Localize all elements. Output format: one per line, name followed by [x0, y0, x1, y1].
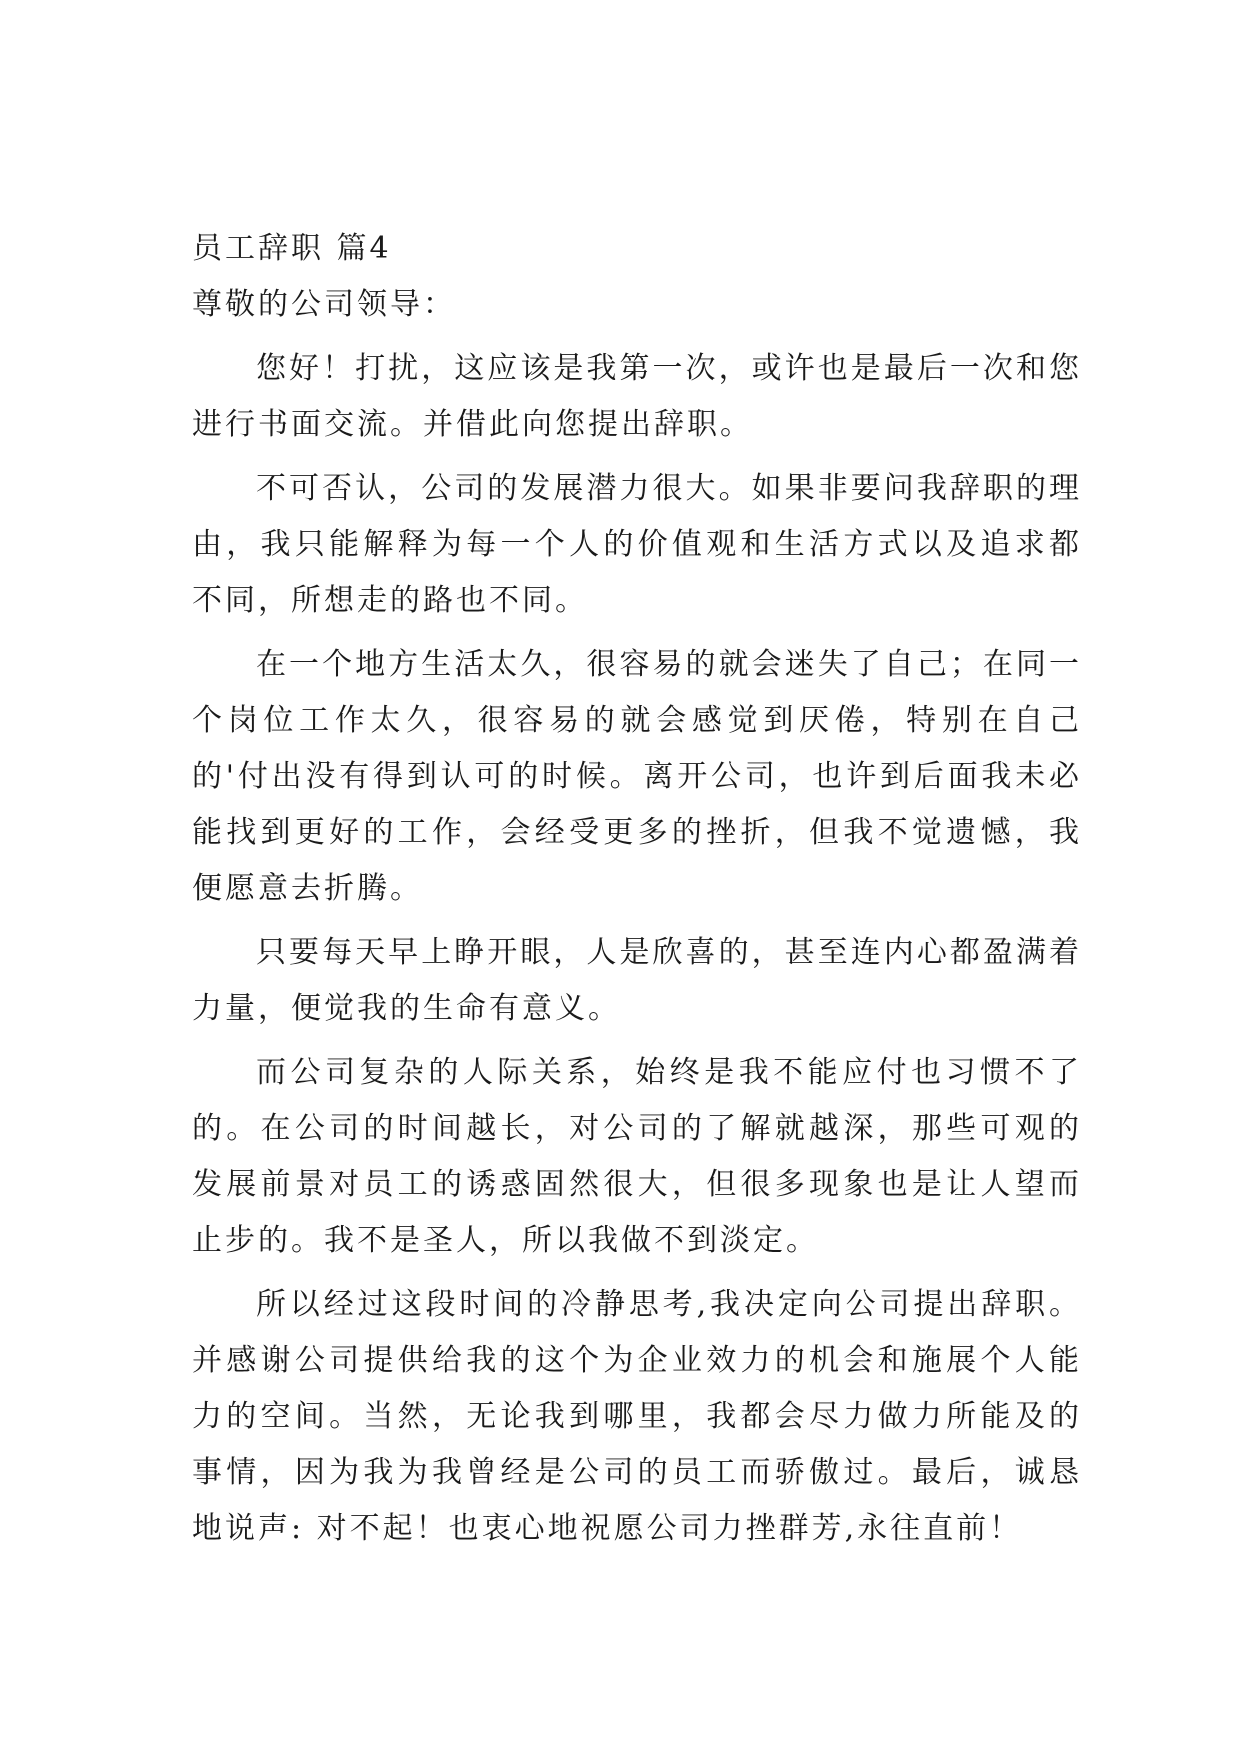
paragraph-4: 只要每天早上睁开眼，人是欣喜的，甚至连内心都盈满着力量，便觉我的生命有意义。: [192, 935, 1082, 1026]
spacer: [192, 1037, 1082, 1045]
spacer: [192, 333, 1082, 341]
document-title: 员工辞职 篇4: [192, 231, 392, 266]
spacer: [192, 453, 1082, 461]
paragraph-1: 您好！打扰，这应该是我第一次，或许也是最后一次和您进行书面交流。并借此向您提出辞职。: [192, 351, 1082, 442]
paragraph-5: 而公司复杂的人际关系，始终是我不能应付也习惯不了的。在公司的时间越长，对公司的了解就越深，那些可观的发展前景对员工的诱惑固然很大，但很多现象也是让人望而止步的。我不是圣人，所以我做不到淡定。: [192, 1055, 1082, 1258]
paragraph-2: 不可否认，公司的发展潜力很大。如果非要问我辞职的理由，我只能解释为每一个人的价值观和生活方式以及追求都不同，所想走的路也不同。: [192, 471, 1082, 618]
spacer: [192, 629, 1082, 637]
document-body: [192, 221, 1082, 1557]
paragraph-6: 所以经过这段时间的冷静思考,我决定向公司提出辞职。并感谢公司提供给我的这个为企业效力的机会和施展个人能力的空间。当然，无论我到哪里，我都会尽力做力所能及的事情，因为我为我曾经是公司的员工而骄傲过。最后，诚恳地说声: 对不起！也衷心地祝愿公司力挫群芳,永往直前！: [192, 1287, 1082, 1546]
spacer: [192, 1269, 1082, 1277]
spacer: [192, 917, 1082, 925]
salutation: 尊敬的公司领导：: [192, 287, 456, 322]
paragraph-3: 在一个地方生活太久，很容易的就会迷失了自己；在同一个岗位工作太久，很容易的就会感觉到厌倦，特别在自己的'付出没有得到认可的时候。离开公司，也许到后面我未必能找到更好的工作，会经受更多的挫折，但我不觉遗憾，我便愿意去折腾。: [192, 647, 1082, 906]
